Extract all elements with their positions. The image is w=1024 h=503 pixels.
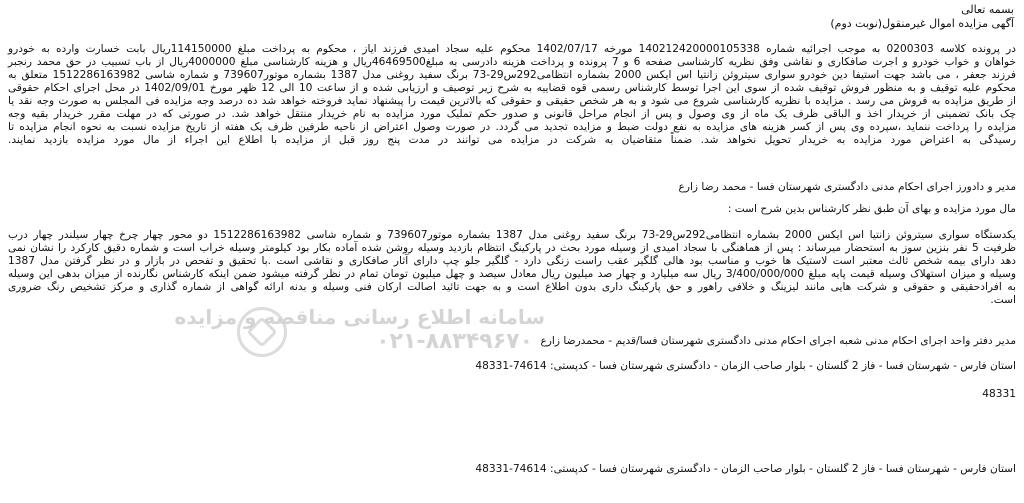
body-line: رسیدگی به اعتراض مورد مزایده به خریدار تحویل نخواهد شد. ضمناً متقاضیان به شرکت در مزایده می توانند در مدت پنج روز قبل از مزایده با اطلاع این اجراء از مال مورد مزایده بازدید نمایند. bbox=[8, 134, 1016, 146]
address-line: استان فارس - شهرستان فسا - فاز 2 گلستان - بلوار صاحب الزمان - دادگستری شهرستان فسا - کدپستی: 74614-48331 bbox=[475, 360, 1016, 372]
header-basmala: بسمه تعالی bbox=[961, 3, 1014, 16]
body-line: در پرونده کلاسه 0200303 به موجب اجرائیه شماره 140212420000105338 مورخه 1402/07/17 محکوم علیه سجاد امیدی فرزند ایاز ، محکوم به پرداخت مبلغ 114150000ریال بابت خسارت وارده به خودرو bbox=[8, 43, 1016, 55]
postal-code: 48331 bbox=[982, 388, 1016, 400]
header-title: آگهی مزایده اموال غیرمنقول(نوبت دوم) bbox=[830, 17, 1014, 30]
description-line: ظرفیت 5 نفر بنزین سوز به استحضار میرساند : پس از هماهنگی با سجاد امیدی از وسیله مورد بحث در پارکینگ انتظام بازدید وسیله روشن شده آماده بکار بود کیلومتر وسیله خراب است و شماره دقیق کارکرد را نشان نمی bbox=[8, 242, 1017, 254]
body-line: محکوم علیه توقیف و به منظور فروش توقیف شده از سوی این اجرا توسط کارشناس رسمی قوه قضاییه به شرح زیر توصیف و ارزیابی شده و از ساعت 10 الی 12 ظهر مورخ 1402/09/01 در محل اجرای احکام حقوقی bbox=[8, 82, 1016, 94]
body-line: چک بانک تضمینی از خریدار اخذ و الباقی ظرف یک ماه از وی وصول و پس از انجام مراحل قانونی و صدور حکم تملیک مورد مزایده به نام خریدار منتقل خواهد شد. در صورتی که در مهلت مقرر خریدار بقیه وجه bbox=[8, 108, 1016, 120]
signature-line: مدیر و دادورز اجرای احکام مدنی دادگستری شهرستان فسا - محمد رضا زارع bbox=[678, 181, 1016, 193]
body-line: خواهان و خواب خودرو و اجرت صافکاری و نقاشی وفق نظریه کارشناسی صفحه 6 و 7 پرونده و پرداخت هزینه دادرسی به مبلغ46469500ریال و هزینه کارشناسی مبلغ 4000000ریال از باب تسبیب در حق محمد رنجبر bbox=[8, 56, 1017, 68]
description-line: دهد دارای بیمه شخص ثالث معتبر است لاستیک ها خوب و مناسب بود هالی گلگیر عقب راست زنگی دارد - گلگیر جلو چپ دارای آثار صافکاری و نقاشی است .با تحقیق و تفحص در بازار و در نظر گرفتن مدل 1387 bbox=[8, 255, 1016, 267]
watermark-phone: ۰۲۱-۸۸۳۴۹۶۷۰ bbox=[376, 329, 533, 354]
address-line: استان فارس - شهرستان فسا - فاز 2 گلستان - بلوار صاحب الزمان - دادگستری شهرستان فسا - کدپستی: 74614-48331 bbox=[475, 463, 1016, 475]
body-line: فرزند جعفر ، می باشد جهت استیفا دین خودرو سواری سیتروئن زانتیا اس ایکس 2000 بشماره انتظامی292س29-73 برنگ سفید روغنی مدل 1387 بشماره موتور739607 و شماره شاسی 1512286163982 متعلق به bbox=[8, 69, 1016, 81]
description-line: وسیله و میزان استهلاک وسیله قیمت پایه مبلغ 3/400/000/000 ریال سه میلیارد و چهار صد میلیون ریال معادل سیصد و چهل میلیون تومان تمام در نظر گرفته میشود ضمن اینکه کارشناس نگارنده از میزان بدهی این وسیله bbox=[8, 268, 1016, 280]
description-line: یکدستگاه سواری سیتروئن زانتیا اس ایکس 2000 بشماره انتظامی292س29-73 برنگ سفید روغنی مدل 1387 بشماره موتور739607 و شماره شاسی 1512286163982 دو محور چهار چرخ چهار سیلندر چهار درب bbox=[8, 229, 1016, 241]
watermark-title: سامانه اطلاع رسانی مناقصه و مزایده bbox=[174, 305, 545, 329]
body-line: مزایده را پرداخت ننماید ،سپرده وی پس از کسر هزینه های مزایده به نفع دولت ضبط و مزایده تجدید می گردد. در صورت وصول اعتراض از ناحیه طرفین ظرف یک هفته از تاریخ مزایده نسبت به نحوه انجام مزایده تا bbox=[8, 121, 1016, 133]
description-line: به افرادحقیقی و حقوقی و شرکت هایی مانند لیزینگ و خلافی راهور و حق پارکینگ داری بدون اطلاع است و به جهت تائید اصالت ارکان فنی وسیله و بدنه ارائه گواهی از شماره گذاری و مرکز تشخیص رنگ ضروری bbox=[8, 281, 1016, 293]
description-line: است. bbox=[990, 294, 1016, 306]
property-heading: مال مورد مزایده و بهای آن طبق نظر کارشناس بدین شرح است : bbox=[727, 203, 1016, 215]
body-line: از طریق مزایده به فروش می رسد . مزایده با نظریه کارشناسی شروع می شود و به هر شخص حقیقی و حقوقی که بالاترین قیمت را پیشنهاد نماید فروخته خواهد شد ده درصد وجه مزایده فی المجلس به صورت وجه نقد یا bbox=[8, 95, 1016, 107]
watermark bbox=[174, 305, 545, 355]
signature-line: مدیر دفتر واحد اجرای احکام مدنی شعبه اجرای احکام مدنی دادگستری شهرستان فسا/قدیم - محمدرضا زارع bbox=[540, 335, 1016, 347]
watermark-logo-icon bbox=[237, 307, 287, 357]
